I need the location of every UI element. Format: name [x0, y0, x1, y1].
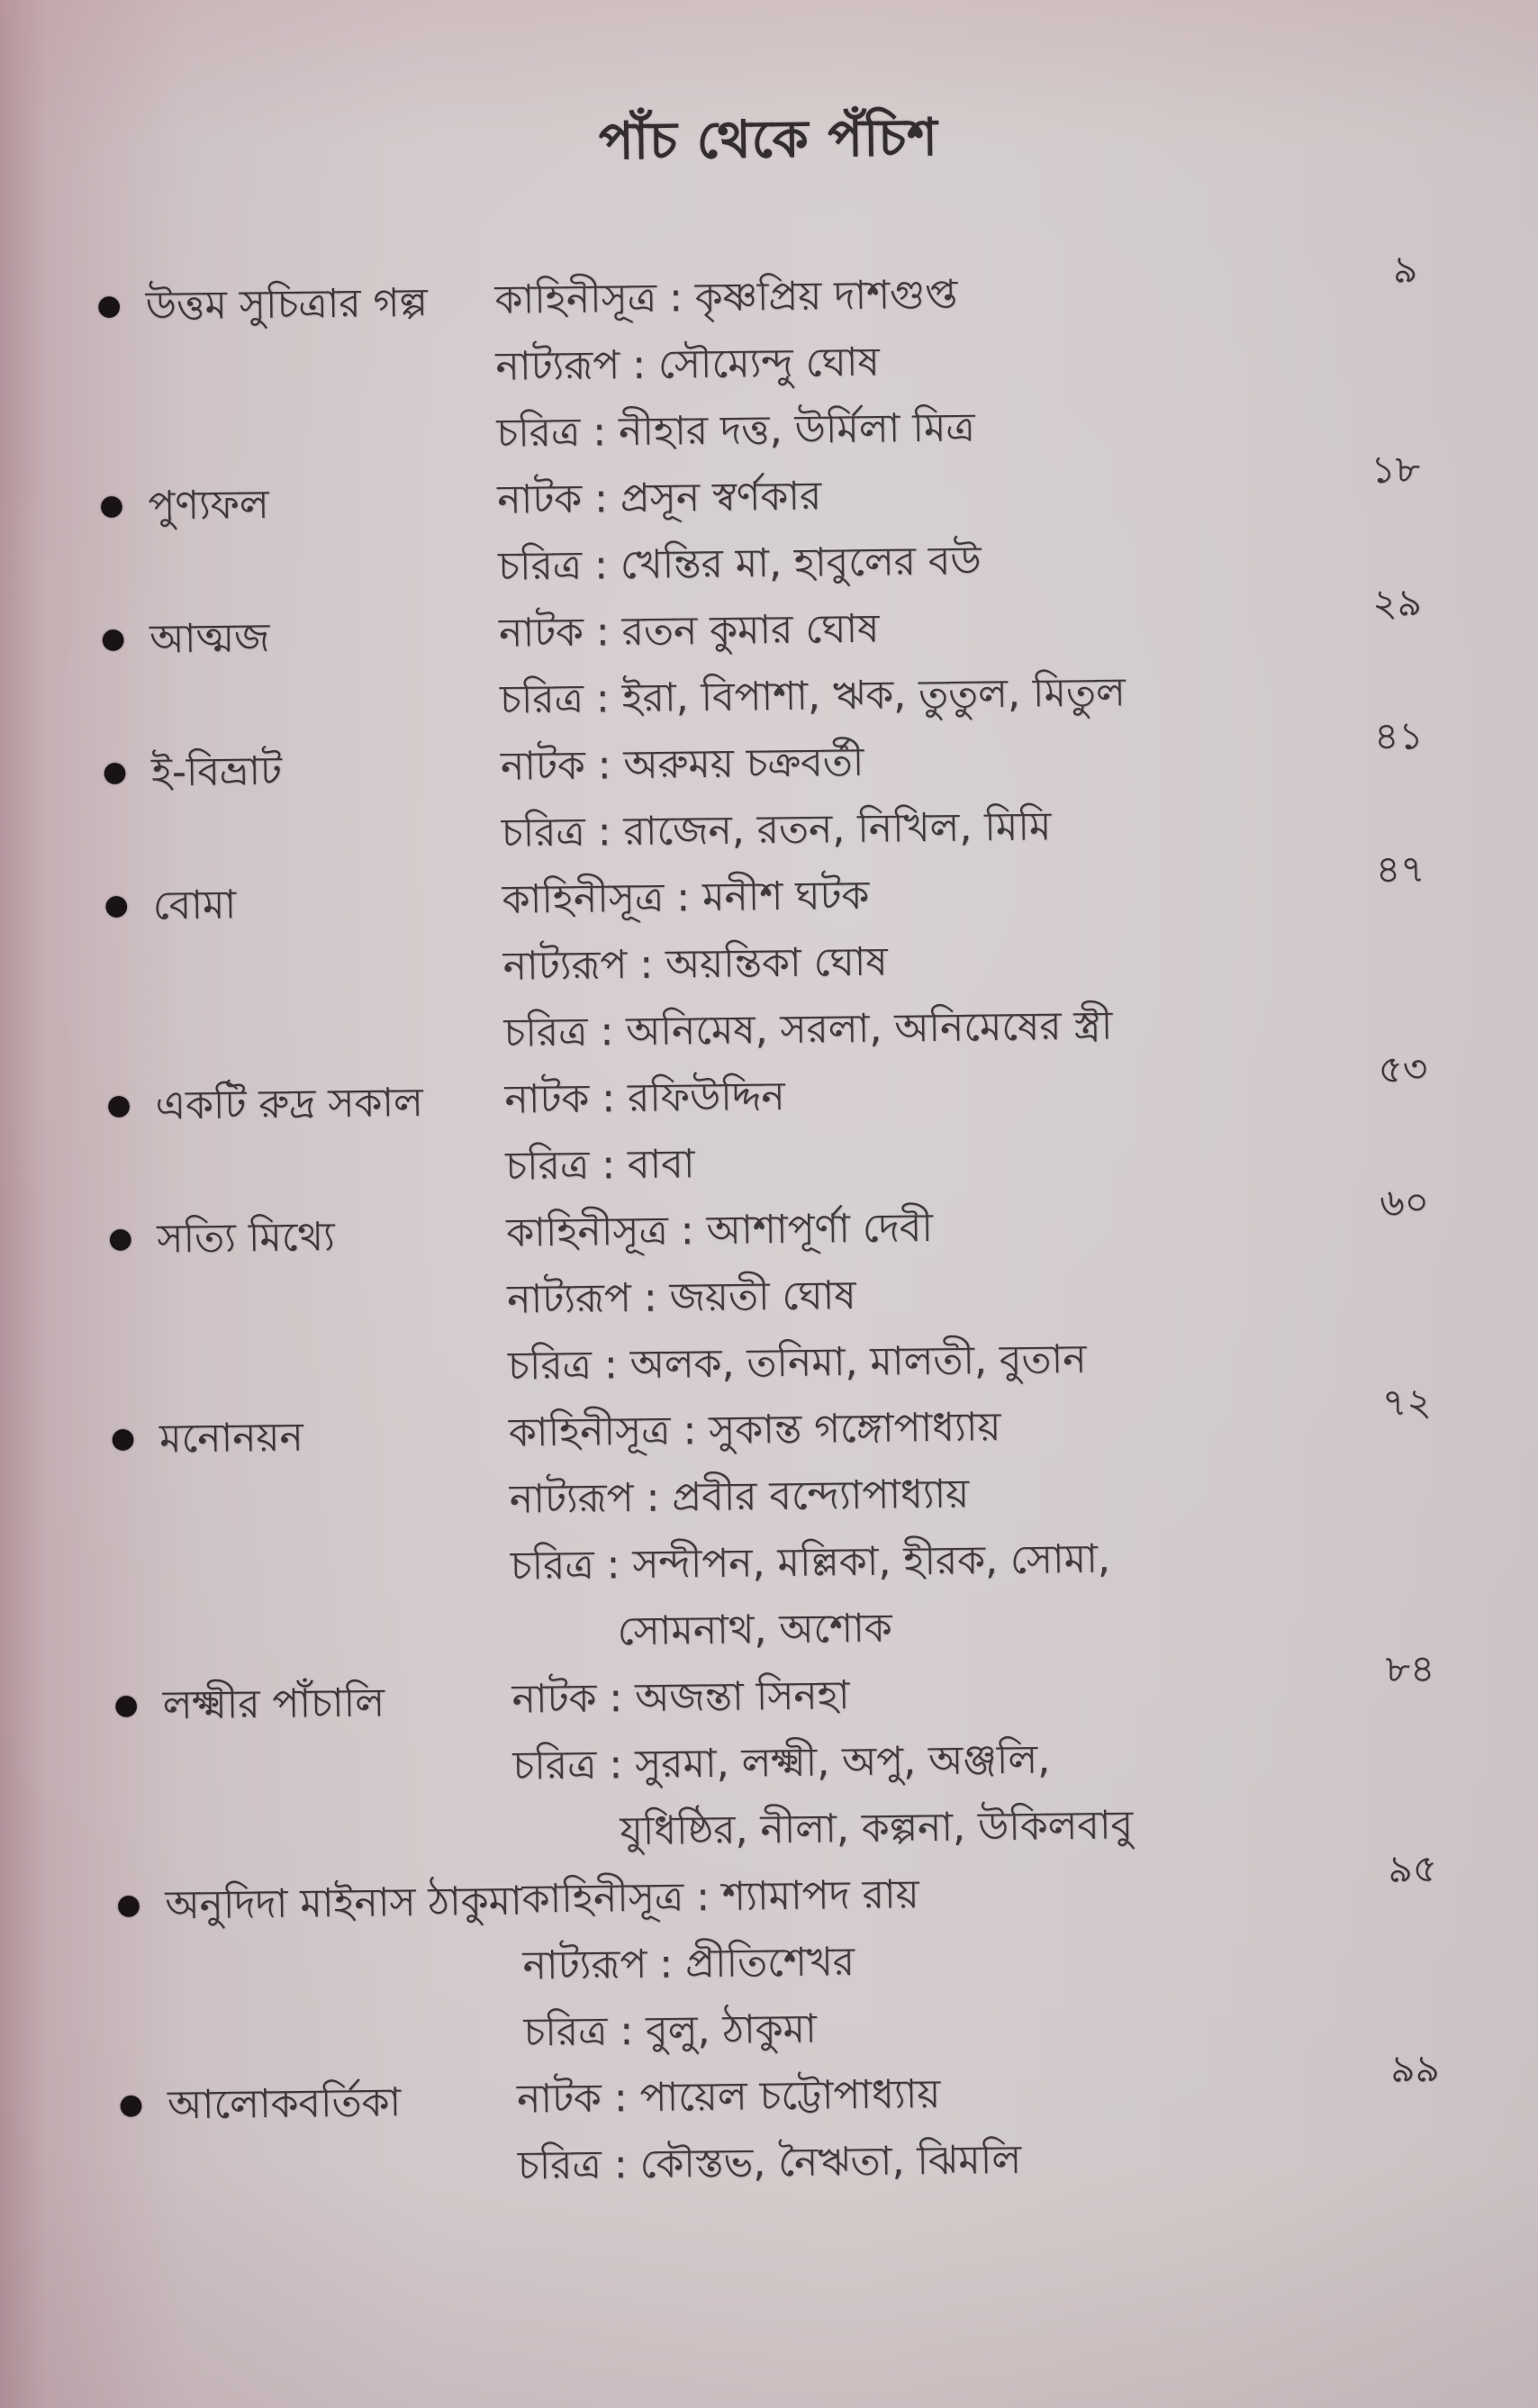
bullet-icon: ●	[108, 1221, 133, 1255]
entry-page-number: ৪১	[1373, 713, 1424, 758]
detail-line: নাটক : অরুময় চক্রবর্তী	[500, 738, 864, 790]
entry-left	[1, 267, 495, 342]
entry-details	[517, 2053, 1538, 2199]
bullet-icon: ●	[106, 1088, 131, 1122]
detail-line: চরিত্র : সুরমা, লক্ষ্মী, অপু, অঞ্জলি,	[512, 1736, 1051, 1789]
detail-line: সোমনাথ, অশোক	[617, 1605, 892, 1655]
detail-line: নাটক : অজন্তা সিনহা	[511, 1672, 850, 1723]
detail-line: নাট্যরূপ : প্রবীর বন্দ্যোপাধ্যায়	[509, 1471, 970, 1523]
entry-page-number: ৫৩	[1378, 1046, 1428, 1091]
entry-left	[11, 1067, 505, 1142]
bullet-icon: ●	[100, 621, 126, 656]
detail-line: কাহিনীসূত্র : শ্যামাপদ রায়	[521, 1871, 919, 1923]
toc-entry	[13, 1180, 1538, 1407]
entry-title: পুণ্যফল	[148, 481, 269, 530]
entry-title: বোমা	[152, 882, 237, 929]
entry-title: উত্তম সুচিত্রার গল্প	[145, 279, 429, 330]
detail-line: চরিত্র : রাজেন, রতন, নিখিল, মিমি	[501, 803, 1052, 856]
bullet-icon: ●	[99, 488, 124, 522]
toc-list	[1, 247, 1538, 2206]
entry-page-number: ৯	[1392, 247, 1418, 292]
bullet-icon: ●	[113, 1688, 139, 1722]
detail-line: চরিত্র : অলক, তনিমা, মালতী, বুতান	[507, 1335, 1087, 1390]
entry-left	[21, 1867, 522, 1942]
toc-entry	[21, 1846, 1538, 2073]
toc-entry	[23, 2046, 1538, 2205]
entry-title: মনোনয়ন	[158, 1414, 303, 1462]
detail-line: চরিত্র : সন্দীপন, মল্লিকা, হীরক, সোমা,	[510, 1535, 1111, 1589]
entry-left	[4, 467, 498, 542]
toc-entry	[5, 580, 1538, 740]
entry-left	[23, 2067, 518, 2141]
entry-left	[13, 1200, 507, 1275]
detail-line: চরিত্র : বাবা	[505, 1141, 695, 1190]
detail-line: চরিত্র : অনিমেষ, সরলা, অনিমেষের স্ত্রী	[503, 1002, 1113, 1056]
entry-page-number: ৯৯	[1389, 2046, 1440, 2091]
entry-title: একটি রুদ্র সকাল	[155, 1079, 424, 1129]
bullet-icon: ●	[116, 1887, 141, 1922]
entry-title: লক্ষ্মীর পাঁচালি	[162, 1679, 385, 1729]
entry-page-number: ৬০	[1379, 1180, 1430, 1225]
detail-line: নাটক : প্রসূন স্বর্ণকার	[497, 473, 822, 523]
entry-left	[8, 867, 502, 942]
toc-entry	[8, 846, 1538, 1073]
entry-page-number: ৭২	[1381, 1380, 1432, 1425]
detail-line: চরিত্র : কৌস্তভ, নৈঋতা, ঝিমলি	[517, 2136, 1022, 2189]
entry-details	[494, 255, 1538, 467]
page-title: পাঁচ থেকে পঁচিশ	[598, 107, 939, 172]
detail-line: কাহিনীসূত্র : মনীশ ঘটক	[502, 872, 870, 923]
detail-line: চরিত্র : ইরা, বিপাশা, ঋক, তুতুল, মিতুল	[499, 669, 1126, 723]
entry-details	[521, 1854, 1538, 2067]
detail-line: কাহিনীসূত্র : কৃষ্ণপ্রিয় দাশগুপ্ত	[494, 271, 958, 323]
entry-title: অনুদিদা মাইনাস ঠাকুমা	[165, 1878, 523, 1929]
entry-title: আত্মজ	[149, 614, 270, 663]
detail-line: নাট্যরূপ : প্রীতিশেখর	[522, 1939, 855, 1989]
entry-page-number: ১৮	[1371, 447, 1421, 492]
bullet-icon: ●	[96, 288, 122, 322]
detail-line: চরিত্র : নীহার দত্ত, উর্মিলা মিত্র	[496, 404, 975, 457]
bullet-icon: ●	[110, 1421, 136, 1455]
detail-line: নাটক : রফিউদ্দিন	[504, 1073, 785, 1123]
toc-entry	[18, 1646, 1538, 1873]
entry-page-number: ৮৪	[1385, 1646, 1435, 1691]
entry-page-number: ২৯	[1371, 580, 1423, 625]
detail-line: নাটক : রতন কুমার ঘোষ	[498, 605, 880, 656]
detail-line: চরিত্র : খেন্তির মা, হাবুলের বউ	[497, 538, 982, 590]
entry-title: ই-বিভ্রাট	[150, 747, 283, 796]
bullet-icon: ●	[102, 755, 128, 789]
detail-line: নাট্যরূপ : জয়তী ঘোষ	[506, 1272, 856, 1323]
entry-left	[7, 734, 502, 809]
detail-line: নাট্যরূপ : সৌম্যেন্দু ঘোষ	[495, 339, 880, 390]
bullet-icon: ●	[118, 2087, 144, 2122]
toc-entry	[7, 713, 1538, 874]
toc-entry	[4, 447, 1538, 607]
detail-line: কাহিনীসূত্র : আশাপূর্ণা দেবী	[505, 1204, 934, 1256]
entry-page-number: ৯৫	[1388, 1846, 1438, 1891]
entry-left	[5, 601, 500, 675]
detail-line: নাট্যরূপ : অয়ন্তিকা ঘোষ	[502, 938, 888, 990]
entry-title: আলোকবর্তিকা	[167, 2079, 402, 2129]
entry-title: সত্যি মিথ্যে	[157, 1214, 336, 1263]
detail-line: চরিত্র : বুলু, ঠাকুমা	[523, 2005, 817, 2056]
detail-line: যুধিষ্ঠির, নীলা, কল্পনা, উকিলবাবু	[620, 1802, 1134, 1855]
toc-entry	[1, 247, 1538, 474]
entry-page-number: ৪৭	[1375, 846, 1425, 892]
detail-line: কাহিনীসূত্র : সুকান্ত গঙ্গোপাধ্যায়	[508, 1404, 1001, 1456]
entry-left	[15, 1400, 510, 1475]
entry-details	[511, 1654, 1538, 1867]
toc-entry	[11, 1046, 1538, 1207]
detail-line: নাটক : পায়েল চট্টোপাধ্যায়	[516, 2070, 941, 2123]
toc-entry	[15, 1380, 1538, 1673]
entry-left	[18, 1667, 512, 1742]
bullet-icon: ●	[104, 888, 130, 922]
